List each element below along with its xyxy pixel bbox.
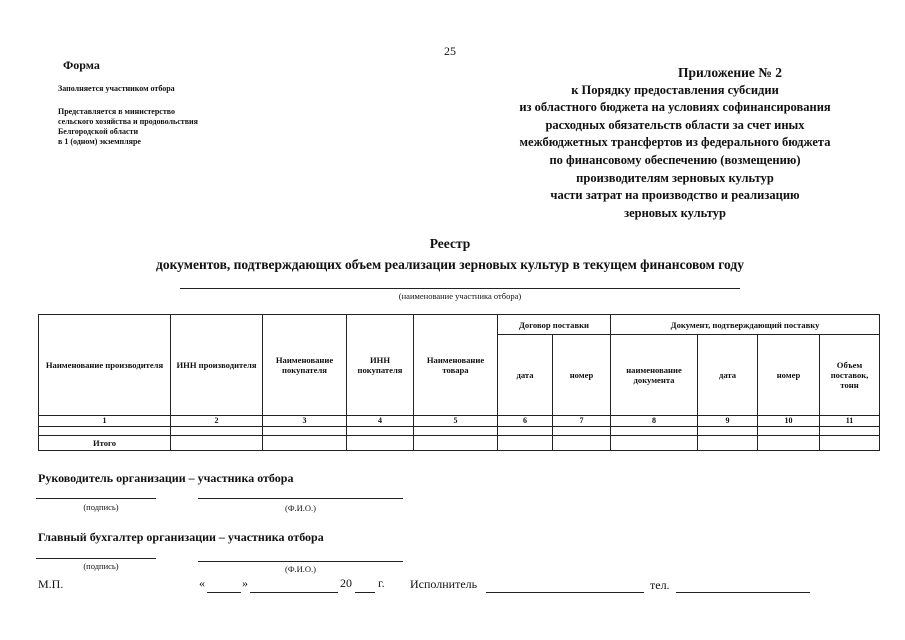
column-number: 4 — [347, 416, 414, 427]
phone-line[interactable] — [676, 592, 810, 593]
column-number: 1 — [39, 416, 171, 427]
date-month-line[interactable] — [250, 592, 338, 593]
appendix-line: к Порядку предоставления субсидии — [571, 82, 779, 97]
phone-label: тел. — [650, 578, 670, 592]
column-number: 5 — [414, 416, 498, 427]
registry-subtitle: документов, подтверждающих объем реализации зерновых культур в текущем финансовом году — [156, 257, 744, 272]
appendix-line: производителям зерновых культур — [576, 170, 774, 185]
total-row[interactable] — [39, 436, 880, 451]
submit-note — [58, 107, 258, 147]
date-open-quote: « — [199, 576, 205, 590]
registry-title-block — [40, 233, 860, 275]
submit-note-line: Представляется в министерство — [58, 107, 176, 116]
head-signature-line[interactable] — [36, 498, 156, 499]
table-header-row — [39, 315, 880, 335]
column-number: 3 — [263, 416, 347, 427]
head-signature-title: Руководитель организации – участника отбора — [38, 471, 294, 485]
appendix-line: межбюджетных трансфертов из федерального бюджета — [519, 135, 831, 150]
col-producer-name: Наименование производителя — [39, 315, 171, 416]
appendix-line: зерновых культур — [624, 205, 726, 220]
col-volume: Объем поставок, тонн — [820, 335, 880, 416]
col-contract-date: дата — [498, 335, 553, 416]
col-document-group: Документ, подтверждающий поставку — [611, 315, 880, 335]
form-label: Форма — [63, 58, 100, 72]
year-suffix: г. — [378, 576, 385, 590]
head-signature-caption: (подпись) — [83, 502, 119, 512]
date-day-line[interactable] — [207, 592, 241, 593]
col-buyer-inn: ИНН покупателя — [347, 315, 414, 416]
year-prefix: 20 — [340, 576, 352, 590]
date-close-quote: » — [242, 576, 248, 590]
appendix-line: расходных обязательств области за счет иных — [545, 117, 805, 132]
column-number: 6 — [498, 416, 553, 427]
submit-note-line: Белгородской области — [58, 127, 139, 136]
date-year-line[interactable] — [355, 592, 375, 593]
participant-name-caption: (наименование участника отбора) — [398, 291, 522, 301]
col-document-number: номер — [758, 335, 820, 416]
total-label: Итого — [39, 436, 171, 451]
accountant-fio-caption: (Ф.И.О.) — [284, 564, 317, 574]
page-number: 25 — [444, 44, 456, 58]
fill-note: Заполняется участником отбора — [58, 84, 175, 93]
appendix-line: по финансовому обеспечению (возмещению) — [549, 152, 801, 167]
col-goods-name: Наименование товара — [414, 315, 498, 416]
accountant-fio-line[interactable] — [198, 561, 403, 562]
column-number: 8 — [611, 416, 698, 427]
registry-table — [38, 314, 880, 451]
accountant-signature-title: Главный бухгалтер организации – участника отбора — [38, 530, 324, 544]
head-fio-caption: (Ф.И.О.) — [284, 503, 317, 513]
stamp-label: М.П. — [38, 577, 64, 591]
head-fio-line[interactable] — [198, 498, 403, 499]
col-producer-inn: ИНН производителя — [171, 315, 263, 416]
accountant-signature-caption: (подпись) — [83, 561, 119, 571]
table-row[interactable] — [39, 427, 880, 436]
appendix-block — [470, 64, 880, 222]
column-number: 2 — [171, 416, 263, 427]
appendix-title: Приложение № 2 — [678, 65, 782, 80]
column-number-row — [39, 416, 880, 427]
appendix-line: из областного бюджета на условиях софинансирования — [519, 100, 831, 115]
executor-label: Исполнитель — [410, 577, 478, 591]
column-number: 11 — [820, 416, 880, 427]
accountant-signature-line[interactable] — [36, 558, 156, 559]
appendix-line: части затрат на производство и реализацию — [550, 188, 800, 203]
col-contract-number: номер — [553, 335, 611, 416]
executor-line[interactable] — [486, 592, 644, 593]
column-number: 9 — [698, 416, 758, 427]
col-contract-group: Договор поставки — [498, 315, 611, 335]
column-number: 7 — [553, 416, 611, 427]
col-document-date: дата — [698, 335, 758, 416]
col-document-name: наименование документа — [611, 335, 698, 416]
registry-title: Реестр — [429, 236, 471, 251]
submit-note-line: в 1 (одном) экземпляре — [58, 137, 141, 146]
participant-name-line[interactable] — [180, 288, 740, 289]
col-buyer-name: Наименование покупателя — [263, 315, 347, 416]
submit-note-line: сельского хозяйства и продовольствия — [58, 117, 198, 126]
column-number: 10 — [758, 416, 820, 427]
